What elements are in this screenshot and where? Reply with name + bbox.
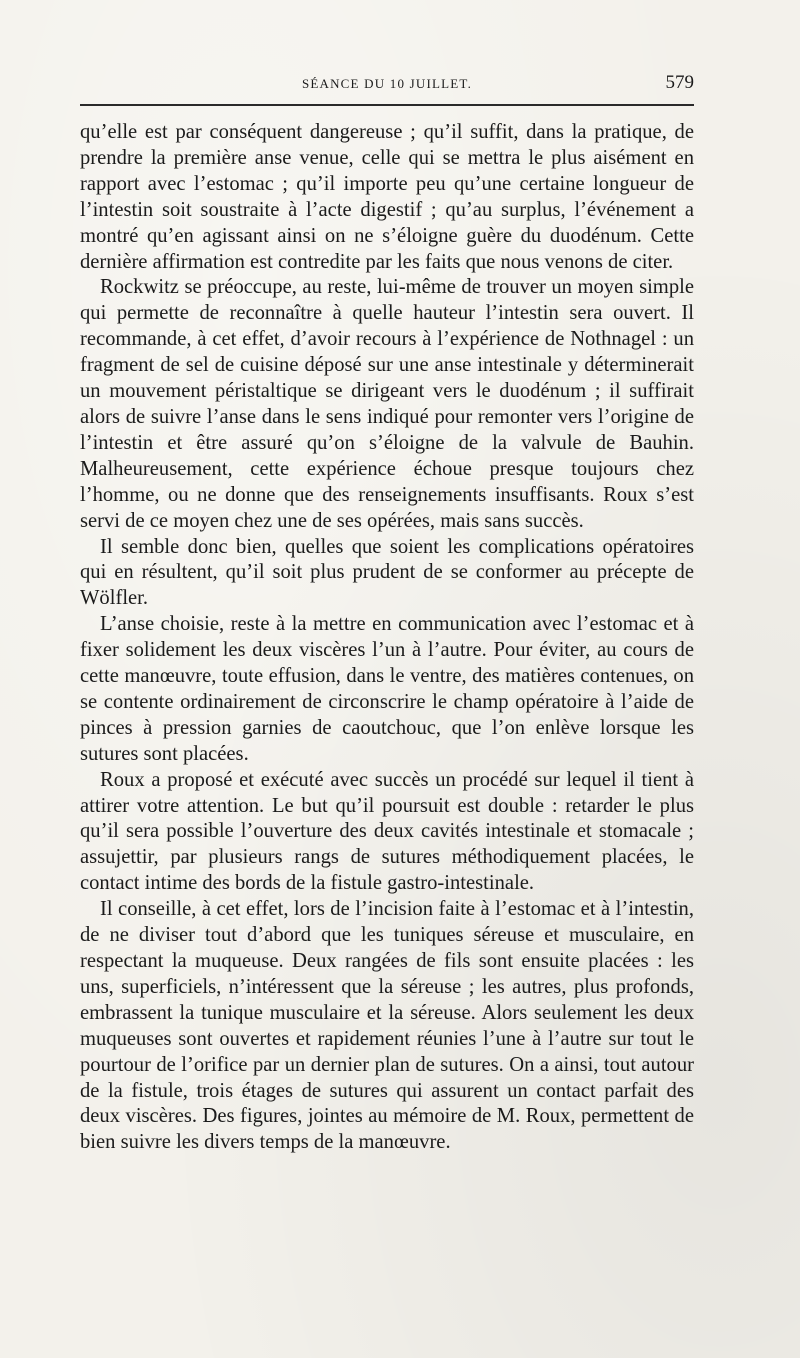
body-text <box>80 120 694 1156</box>
paragraph-1: qu’elle est par conséquent dangereuse ; qu’il suffit, dans la pratique, de prendre la première anse venue, celle qui se mettra le plus aisément en rapport avec l’estomac ; qu’il importe peu qu’une certaine longueur de l’intestin soit soustraite à l’acte digestif ; qu’au surplus, l’événement a montré qu’en agissant ainsi on ne s’éloigne guère du duodénum. Cette dernière affirmation est contredite par les faits que nous venons de citer. <box>80 121 694 273</box>
paragraph-5: Roux a proposé et exécuté avec succès un procédé sur lequel il tient à attirer votre attention. Le but qu’il poursuit est double : retarder le plus qu’il sera possible l’ouverture des deux cavités intestinale et stomacale ; assujettir, par plusieurs rangs de sutures méthodiquement placées, le contact intime des bords de la fistule gastro-intestinale. <box>80 768 694 895</box>
paragraph-3: Il semble donc bien, quelles que soient les complications opératoires qui en résultent, qu’il soit plus prudent de se conformer au précepte de Wölfler. <box>80 535 694 610</box>
header-rule <box>80 104 694 106</box>
paragraph-4: L’anse choisie, reste à la mettre en communication avec l’estomac et à fixer solidement les deux viscères l’un à l’autre. Pour éviter, au cours de cette manœuvre, toute effusion, dans le ventre, des matières contenues, on se contente ordinairement de circonscrire le champ opératoire à l’aide de pinces à pression garnies de caoutchouc, que l’on enlève lorsque les sutures sont placées. <box>80 613 694 765</box>
paragraph-6: Il conseille, à cet effet, lors de l’incision faite à l’estomac et à l’intestin, de ne diviser tout d’abord que les tuniques séreuse et musculaire, en respectant la muqueuse. Deux rangées de fils sont ensuite placées : les uns, superficiels, n’intéressent que la séreuse ; les autres, plus profonds, embrassent la tunique musculaire et la séreuse. Alors seulement les deux muqueuses sont ouvertes et rapidement réunies l’une à l’autre sur tout le pourtour de l’orifice par un dernier plan de sutures. On a ainsi, tout autour de la fistule, trois étages de sutures qui assurent un contact parfait des deux viscères. Des figures, jointes au mémoire de M. Roux, permettent de bien suivre les divers temps de la manœuvre. <box>80 898 694 1154</box>
running-title: SÉANCE DU 10 JUILLET. <box>301 76 473 91</box>
page-number: 579 <box>665 72 694 93</box>
paragraph-2: Rockwitz se préoccupe, au reste, lui-même de trouver un moyen simple qui permette de reconnaître à quelle hauteur l’intestin sera ouvert. Il recommande, à cet effet, d’avoir recours à l’expérience de Nothnagel : un fragment de sel de cuisine déposé sur une anse intestinale y déterminerait un mouvement péristaltique se dirigeant vers le duodénum ; il suffirait alors de suivre l’anse dans le sens indiqué pour remonter vers l’origine de l’intestin et être assuré qu’on s’éloigne de la valvule de Bauhin. Malheureusement, cette expérience échoue presque toujours chez l’homme, ou ne donne que des renseignements insuffisants. Roux s’est servi de ce moyen chez une de ses opérées, mais sans succès. <box>80 276 694 532</box>
page-header <box>80 72 694 100</box>
